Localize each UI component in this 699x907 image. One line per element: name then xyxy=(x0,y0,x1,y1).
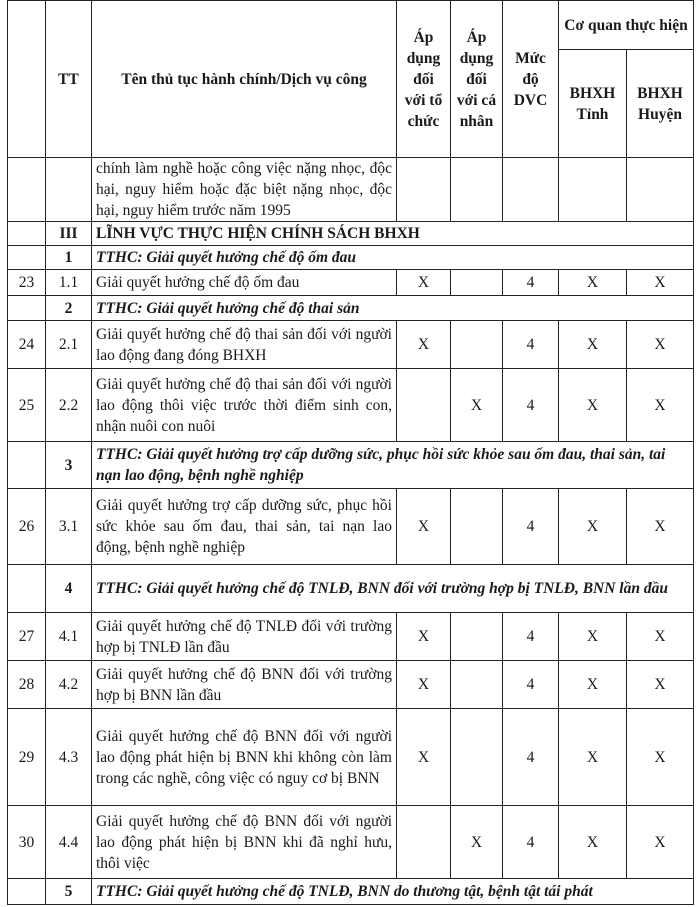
procedure-row xyxy=(8,489,694,565)
group-code: 3 xyxy=(46,442,92,489)
row-code: 4.1 xyxy=(46,613,92,661)
applies-organization-mark: X xyxy=(397,489,451,565)
applies-organization-mark: X xyxy=(397,270,451,296)
bhxh-province-mark: X xyxy=(559,661,627,709)
applies-organization-mark xyxy=(397,369,451,442)
applies-individual-mark: X xyxy=(451,806,503,879)
group-row xyxy=(8,442,694,489)
group-row xyxy=(8,879,694,905)
row-number: 30 xyxy=(8,806,46,879)
section-row xyxy=(8,222,694,246)
group-code: 4 xyxy=(46,565,92,613)
applies-organization-mark: X xyxy=(397,321,451,369)
procedure-row xyxy=(8,270,694,296)
procedure-name: Giải quyết hưởng chế độ TNLĐ đối với trường hợp bị TNLĐ lần đầu xyxy=(92,613,397,661)
applies-individual-mark xyxy=(451,613,503,661)
header-bhxh-province: BHXH Tỉnh xyxy=(559,50,627,158)
procedure-name: Giải quyết hưởng trợ cấp dưỡng sức, phục hồi sức khỏe sau ốm đau, thai sản, tai nạn lao động, bệnh nghề nghiệp xyxy=(92,489,397,565)
header-procedure-name: Tên thủ tục hành chính/Dịch vụ công xyxy=(92,1,397,158)
procedure-name: Giải quyết hưởng chế độ thai sản đối với người lao động đang đóng BHXH xyxy=(92,321,397,369)
procedure-name: Giải quyết hưởng chế độ ốm đau xyxy=(92,270,397,296)
bhxh-district-mark: X xyxy=(627,613,694,661)
row-code: 4.3 xyxy=(46,709,92,806)
applies-organization-mark: X xyxy=(397,661,451,709)
procedure-name: Giải quyết hưởng chế độ BNN đối với người lao động phát hiện bị BNN khi đã nghỉ hưu, thôi việc xyxy=(92,806,397,879)
applies-individual-mark xyxy=(451,661,503,709)
bhxh-district-mark: X xyxy=(627,270,694,296)
row-number: 28 xyxy=(8,661,46,709)
header-bhxh-district: BHXH Huyện xyxy=(627,50,694,158)
header-row-top xyxy=(8,1,694,50)
procedure-row xyxy=(8,661,694,709)
bhxh-district-mark: X xyxy=(627,369,694,442)
procedure-row xyxy=(8,369,694,442)
group-title: TTHC: Giải quyết hưởng chế độ ốm đau xyxy=(92,246,694,270)
group-blank xyxy=(8,296,46,321)
header-implementing-agency: Cơ quan thực hiện xyxy=(559,1,694,50)
header-tt: TT xyxy=(46,1,92,158)
row-number: 26 xyxy=(8,489,46,565)
procedure-row xyxy=(8,806,694,879)
applies-individual-mark xyxy=(451,489,503,565)
procedure-row xyxy=(8,709,694,806)
bhxh-district-mark: X xyxy=(627,489,694,565)
applies-individual-mark: X xyxy=(451,369,503,442)
row-number: 25 xyxy=(8,369,46,442)
procedure-name: Giải quyết hưởng chế độ BNN đối với trường hợp bị BNN lần đầu xyxy=(92,661,397,709)
group-blank xyxy=(8,246,46,270)
group-title: TTHC: Giải quyết hưởng trợ cấp dưỡng sức, phục hồi sức khỏe sau ốm đau, thai sản, tai nạn lao động, bệnh nghề nghiệp xyxy=(92,442,694,489)
bhxh-district-mark: X xyxy=(627,321,694,369)
row-code: 3.1 xyxy=(46,489,92,565)
procedure-row xyxy=(8,321,694,369)
applies-organization-mark: X xyxy=(397,709,451,806)
group-code: 2 xyxy=(46,296,92,321)
bhxh-province-mark: X xyxy=(559,369,627,442)
procedure-row xyxy=(8,613,694,661)
service-level: 4 xyxy=(503,709,559,806)
row-code: 4.2 xyxy=(46,661,92,709)
group-row xyxy=(8,296,694,321)
bhxh-province-mark: X xyxy=(559,613,627,661)
service-level: 4 xyxy=(503,270,559,296)
bhxh-district-mark: X xyxy=(627,806,694,879)
bhxh-province-mark: X xyxy=(559,489,627,565)
applies-organization-mark xyxy=(397,806,451,879)
header-blank xyxy=(8,1,46,158)
row-code: 4.4 xyxy=(46,806,92,879)
service-level: 4 xyxy=(503,321,559,369)
applies-individual-mark xyxy=(451,321,503,369)
procedures-table xyxy=(7,0,694,905)
row-number: 24 xyxy=(8,321,46,369)
header-service-level: Mức độ DVC xyxy=(503,1,559,158)
continuation-text: chính làm nghề hoặc công việc nặng nhọc, độc hại, nguy hiểm hoặc đặc biệt nặng nhọc, độc hại, nguy hiểm trước năm 1995 xyxy=(92,158,397,222)
procedures-table-page xyxy=(7,0,693,905)
service-level: 4 xyxy=(503,806,559,879)
group-blank xyxy=(8,442,46,489)
applies-organization-mark: X xyxy=(397,613,451,661)
group-title: TTHC: Giải quyết hưởng chế độ TNLĐ, BNN do thương tật, bệnh tật tái phát xyxy=(92,879,694,905)
group-title: TTHC: Giải quyết hưởng chế độ thai sản xyxy=(92,296,694,321)
service-level: 4 xyxy=(503,613,559,661)
group-row xyxy=(8,246,694,270)
procedure-name: Giải quyết hưởng chế độ thai sản đối với người lao động thôi việc trước thời điểm sinh con, nhận nuôi con nuôi xyxy=(92,369,397,442)
header-applies-organization: Áp dụng đối với tổ chức xyxy=(397,1,451,158)
row-number: 29 xyxy=(8,709,46,806)
section-title: LĨNH VỰC THỰC HIỆN CHÍNH SÁCH BHXH xyxy=(92,222,694,246)
bhxh-province-mark: X xyxy=(559,321,627,369)
continuation-row xyxy=(8,158,694,222)
bhxh-district-mark: X xyxy=(627,709,694,806)
group-code: 5 xyxy=(46,879,92,905)
row-code: 2.2 xyxy=(46,369,92,442)
group-row xyxy=(8,565,694,613)
service-level: 4 xyxy=(503,661,559,709)
group-code: 1 xyxy=(46,246,92,270)
group-title: TTHC: Giải quyết hưởng chế độ TNLĐ, BNN đối với trường hợp bị TNLĐ, BNN lần đầu xyxy=(92,565,694,613)
applies-individual-mark xyxy=(451,270,503,296)
service-level: 4 xyxy=(503,489,559,565)
section-code: III xyxy=(46,222,92,246)
procedure-name: Giải quyết hưởng chế độ BNN đối với người lao động phát hiện bị BNN khi không còn làm trong các nghề, công việc có nguy cơ bị BNN xyxy=(92,709,397,806)
applies-individual-mark xyxy=(451,709,503,806)
row-number: 23 xyxy=(8,270,46,296)
table-body xyxy=(8,158,694,905)
bhxh-district-mark: X xyxy=(627,661,694,709)
row-code: 2.1 xyxy=(46,321,92,369)
bhxh-province-mark: X xyxy=(559,806,627,879)
group-blank xyxy=(8,879,46,905)
group-blank xyxy=(8,565,46,613)
row-code: 1.1 xyxy=(46,270,92,296)
bhxh-province-mark: X xyxy=(559,709,627,806)
bhxh-province-mark: X xyxy=(559,270,627,296)
header-applies-individual: Áp dụng đối với cá nhân xyxy=(451,1,503,158)
row-number: 27 xyxy=(8,613,46,661)
service-level: 4 xyxy=(503,369,559,442)
